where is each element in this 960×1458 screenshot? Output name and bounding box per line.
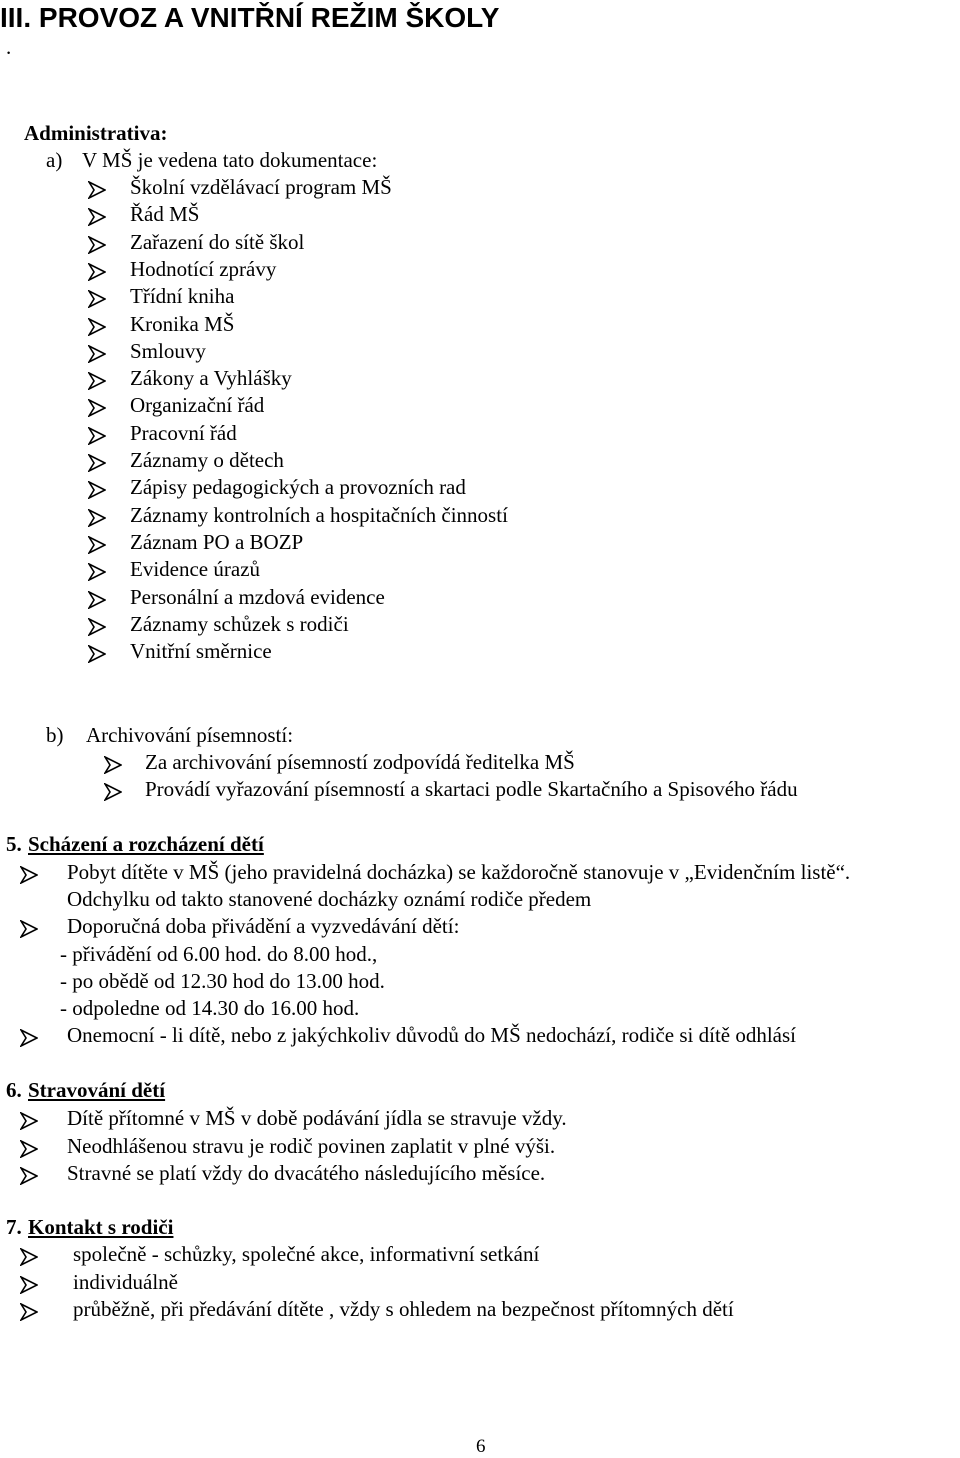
admin-b-text: Archivování písemností: bbox=[86, 723, 294, 747]
document-list-item: Záznam PO a BOZP bbox=[130, 529, 304, 554]
document-list-item: Personální a mzdová evidence bbox=[130, 584, 385, 609]
section5-bullet3: Onemocní - li dítě, nebo z jakýchkoliv důvodů do MŠ nedochází, rodiče si dítě odhlásí bbox=[67, 1023, 797, 1047]
page-number: 6 bbox=[476, 1436, 486, 1457]
arrow-bullet-icon bbox=[88, 509, 106, 527]
section6-list-item: Neodhlášenou stravu je rodič povinen zaplatit v plné výši. bbox=[67, 1133, 556, 1158]
section6-title: Stravování dětí bbox=[28, 1078, 166, 1102]
archive-list-item: Provádí vyřazování písemností a skartaci podle Skartačního a Spisového řádu bbox=[145, 777, 798, 801]
arrow-bullet-icon bbox=[104, 756, 122, 774]
arrow-bullet-icon bbox=[88, 563, 106, 581]
document-list-item: Zařazení do sítě škol bbox=[130, 229, 305, 254]
page-heading: III. PROVOZ A VNITŘNÍ REŽIM ŠKOLY bbox=[0, 2, 500, 33]
section7-list-item: průběžně, při předávání dítěte , vždy s ohledem na bezpečnost přítomných dětí bbox=[73, 1297, 734, 1321]
section5-bullet1-cont: Odchylku od takto stanovené docházky oznámí rodiče předem bbox=[67, 887, 592, 911]
arrow-bullet-icon bbox=[88, 290, 106, 308]
document-list-item: Zápisy pedagogických a provozních rad bbox=[130, 475, 466, 500]
arrow-bullet-icon bbox=[88, 591, 106, 609]
document-list-item: Pracovní řád bbox=[130, 420, 237, 445]
document-list-item: Vnitřní směrnice bbox=[130, 639, 272, 664]
time-entry: - odpoledne od 14.30 do 16.00 hod. bbox=[60, 996, 360, 1020]
arrow-bullet-icon bbox=[20, 920, 38, 938]
arrow-bullet-icon bbox=[20, 1167, 38, 1185]
arrow-bullet-icon bbox=[20, 1140, 38, 1158]
arrow-bullet-icon bbox=[88, 454, 106, 472]
stray-dot: . bbox=[6, 35, 12, 59]
document-list-item: Zákony a Vyhlášky bbox=[130, 366, 292, 391]
arrow-bullet-icon bbox=[20, 1276, 38, 1294]
arrow-bullet-icon bbox=[88, 536, 106, 554]
admin-a-text: V MŠ je vedena tato dokumentace: bbox=[82, 148, 378, 172]
arrow-bullet-icon bbox=[20, 866, 38, 884]
arrow-bullet-icon bbox=[88, 236, 106, 254]
section6-number: 6. bbox=[6, 1078, 22, 1102]
section6-list-item: Stravné se platí vždy do dvacátého následujícího měsíce. bbox=[67, 1161, 546, 1185]
arrow-bullet-icon bbox=[20, 1248, 38, 1266]
arrow-bullet-icon bbox=[20, 1029, 38, 1047]
document-list-item: Řád MŠ bbox=[130, 202, 200, 227]
section7-list-item: individuálně bbox=[73, 1269, 178, 1294]
section7-number: 7. bbox=[6, 1215, 22, 1239]
admin-b-label: b) bbox=[46, 723, 64, 747]
document-list-item: Záznamy kontrolních a hospitačních činností bbox=[130, 502, 508, 527]
section5-bullet2: Doporučná doba přivádění a vyzvedávání dětí: bbox=[67, 914, 460, 938]
arrow-bullet-icon bbox=[88, 345, 106, 363]
archive-list-item: Za archivování písemností zodpovídá ředitelka MŠ bbox=[145, 750, 575, 774]
section5-bullet1: Pobyt dítěte v MŠ (jeho pravidelná docházka) se každoročně stanovuje v „Evidenčním listě“. bbox=[67, 860, 851, 884]
section6-list-item: Dítě přítomné v MŠ v době podávání jídla se stravuje vždy. bbox=[67, 1106, 567, 1130]
arrow-bullet-icon bbox=[88, 263, 106, 281]
time-entry: - po obědě od 12.30 hod do 13.00 hod. bbox=[60, 969, 385, 993]
document-list-item: Školní vzdělávací program MŠ bbox=[130, 175, 392, 199]
section7-list-item: společně - schůzky, společné akce, informativní setkání bbox=[73, 1242, 540, 1266]
document-list-item: Evidence úrazů bbox=[130, 557, 261, 582]
document-list-item: Organizační řád bbox=[130, 393, 265, 418]
arrow-bullet-icon bbox=[88, 208, 106, 226]
arrow-bullet-icon bbox=[88, 618, 106, 636]
arrow-bullet-icon bbox=[88, 481, 106, 499]
arrow-bullet-icon bbox=[104, 783, 122, 801]
section7-title: Kontakt s rodiči bbox=[28, 1215, 174, 1239]
arrow-bullet-icon bbox=[88, 372, 106, 390]
arrow-bullet-icon bbox=[20, 1112, 38, 1130]
document-list-item: Záznamy o dětech bbox=[130, 448, 284, 472]
time-entry: - přivádění od 6.00 hod. do 8.00 hod., bbox=[60, 942, 378, 966]
admin-title: Administrativa: bbox=[24, 121, 168, 145]
document-list-item: Záznamy schůzek s rodiči bbox=[130, 611, 349, 636]
arrow-bullet-icon bbox=[88, 645, 106, 663]
arrow-bullet-icon bbox=[88, 427, 106, 445]
document-list-item: Třídní kniha bbox=[130, 284, 235, 309]
document-list-item: Hodnotící zprávy bbox=[130, 256, 277, 281]
arrow-bullet-icon bbox=[88, 318, 106, 336]
document-list-item: Kronika MŠ bbox=[130, 311, 235, 336]
admin-a-label: a) bbox=[46, 148, 63, 172]
section5-number: 5. bbox=[6, 832, 22, 856]
arrow-bullet-icon bbox=[88, 399, 106, 417]
section5-title: Scházení a rozcházení dětí bbox=[28, 832, 264, 856]
arrow-bullet-icon bbox=[88, 181, 106, 199]
arrow-bullet-icon bbox=[20, 1303, 38, 1321]
document-list-item: Smlouvy bbox=[130, 338, 206, 363]
